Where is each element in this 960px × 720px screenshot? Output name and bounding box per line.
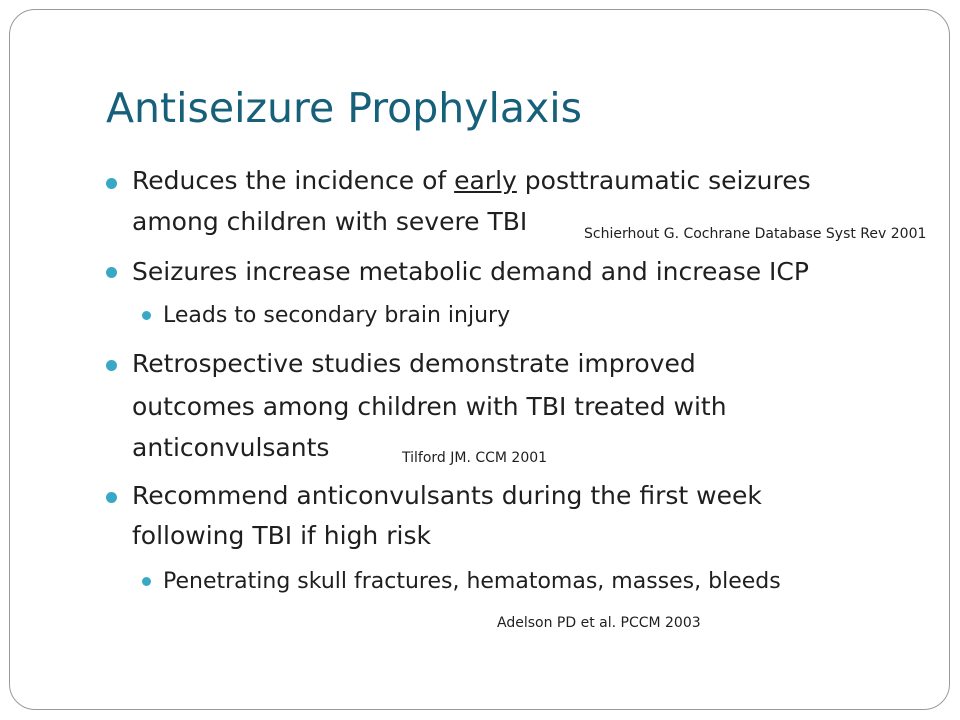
sub-bullet-dot-icon bbox=[142, 311, 151, 320]
citation-tilford: Tilford JM. CCM 2001 bbox=[402, 450, 548, 466]
bullet-2-sub-1: Leads to secondary brain injury bbox=[163, 303, 511, 328]
sub-bullet-dot-icon bbox=[142, 577, 151, 586]
bullet-dot-icon bbox=[106, 360, 117, 371]
bullet-3-line-3: anticonvulsants bbox=[132, 433, 330, 462]
bullet-4-line-1: Recommend anticonvulsants during the first week bbox=[132, 481, 762, 510]
slide-title: Antiseizure Prophylaxis bbox=[106, 84, 583, 132]
bullet-1-line-1 bbox=[132, 163, 811, 199]
bullet-3-line-2: outcomes among children with TBI treated with bbox=[132, 392, 727, 421]
bullet-4-sub-1: Penetrating skull fractures, hematomas, masses, bleeds bbox=[163, 569, 781, 594]
bullet-1-underlined-word: early bbox=[454, 166, 517, 195]
bullet-1-line-2: among children with severe TBI bbox=[132, 207, 528, 236]
bullet-dot-icon bbox=[106, 267, 117, 278]
bullet-1-text-pre: Reduces the incidence of bbox=[132, 166, 455, 195]
bullet-3-line-1: Retrospective studies demonstrate improved bbox=[132, 349, 696, 378]
citation-adelson: Adelson PD et al. PCCM 2003 bbox=[497, 615, 701, 631]
bullet-dot-icon bbox=[106, 178, 117, 189]
citation-schierhout: Schierhout G. Cochrane Database Syst Rev 2001 bbox=[584, 226, 927, 242]
bullet-4-line-2: following TBI if high risk bbox=[132, 521, 431, 550]
bullet-dot-icon bbox=[106, 492, 117, 503]
bullet-1-text-post: posttraumatic seizures bbox=[516, 166, 811, 195]
bullet-2-text: Seizures increase metabolic demand and increase ICP bbox=[132, 257, 809, 286]
